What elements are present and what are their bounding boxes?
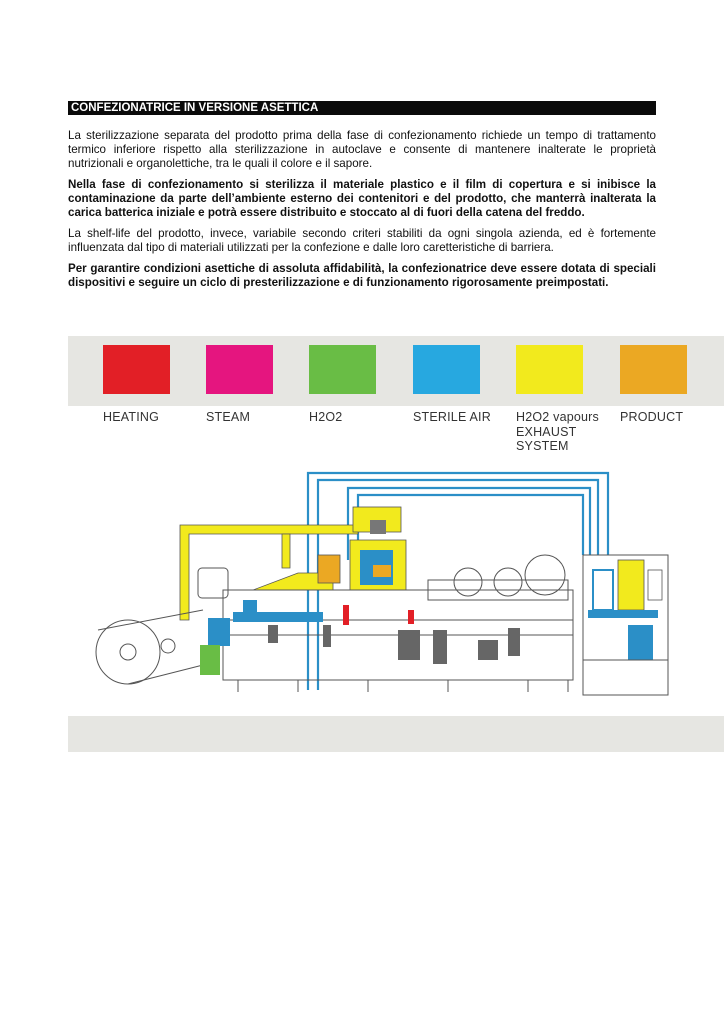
paragraph-shelf-life: La shelf-life del prodotto, invece, variabile secondo criteri stabiliti da ogni singola azienda, ed è fortemente influenzata dal tipo di materiali utilizzati per la confezione e dalle loro caretteristiche di barriera. [68, 227, 656, 255]
legend-label-product: PRODUCT [620, 410, 684, 424]
sterilization-tower [318, 507, 406, 590]
paragraph-sterilization: La sterilizzazione separata del prodotto prima della fase di confezionamento richiede un tempo di trattamento termico inferiore rispetto alla sterilizzazione in autoclave e consente di mantenere inalterate le proprietà nutrizionali e organolettiche, tra le quali il colore e il sapore. [68, 129, 656, 171]
paragraph-packaging-phase: Nella fase di confezionamento si sterilizza il materiale plastico e il film di copertura e si inibisce la contaminazione da parte dell’ambiente esterno dei contenitori e del prodotto, che manterrà inalterata la carica batterica iniziale e potrà essere distribuito e stoccato al di fuori della catena del freddo. [68, 178, 656, 220]
legend-swatch-steam [206, 345, 273, 394]
legend-swatch-h2o2 [309, 345, 376, 394]
legend-swatch-h2o2-vapours [516, 345, 583, 394]
legend-label-heating: HEATING [103, 410, 160, 424]
aseptic-packaging-machine-diagram [68, 460, 724, 710]
legend-label-h2o2: H2O2 [309, 410, 343, 424]
legend-label-steam: STEAM [206, 410, 251, 424]
sterile-air-cabinet [583, 555, 668, 695]
legend-swatch-product [620, 345, 687, 394]
legend-label-sterile-air: STERILE AIR [413, 410, 491, 424]
forming-station [200, 600, 323, 675]
legend-label-h2o2-vapours: H2O2 vapours EXHAUST SYSTEM [516, 410, 599, 453]
legend-swatch-sterile-air [413, 345, 480, 394]
bottom-band [68, 716, 724, 752]
legend-swatch-heating [103, 345, 170, 394]
section-title: CONFEZIONATRICE IN VERSIONE ASETTICA [68, 101, 656, 115]
paragraph-aseptic-conditions: Per garantire condizioni asettiche di assoluta affidabilità, la confezionatrice deve essere dotata di speciali dispositivi e seguire un ciclo di presterilizzazione e di funzionamento rigorosamente preimpostati. [68, 262, 656, 290]
